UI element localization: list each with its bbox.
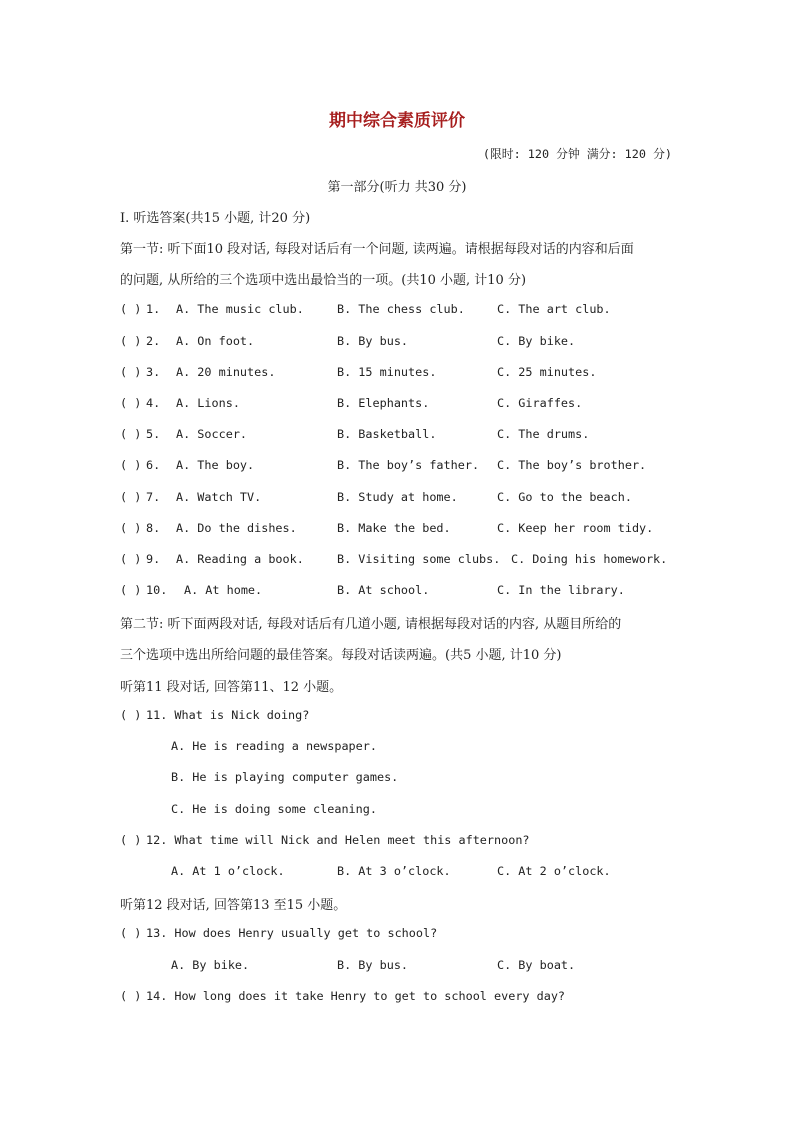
option-a: A. 20 minutes. xyxy=(176,365,276,379)
question-number: 3. xyxy=(146,365,161,379)
option-a: A. Soccer. xyxy=(176,427,248,441)
question-5 xyxy=(120,427,680,447)
option-c: C. He is doing some cleaning. xyxy=(171,802,377,816)
answer-blank[interactable]: ( ) xyxy=(120,552,142,566)
option-a: A. The music club. xyxy=(176,302,304,316)
question-number: 8. xyxy=(146,521,161,535)
question-number: 2. xyxy=(146,334,161,348)
option-c: C. Giraffes. xyxy=(497,396,583,410)
answer-blank[interactable]: ( ) xyxy=(120,833,142,847)
option-b: B. He is playing computer games. xyxy=(171,770,399,784)
option-a: A. Reading a book. xyxy=(176,552,304,566)
answer-blank[interactable]: ( ) xyxy=(120,708,142,722)
question-number: 5. xyxy=(146,427,161,441)
question-11 xyxy=(120,708,680,728)
option-c: C. Keep her room tidy. xyxy=(497,521,654,535)
question-1 xyxy=(120,302,680,322)
answer-blank[interactable]: ( ) xyxy=(120,302,142,316)
option-c: C. The drums. xyxy=(497,427,590,441)
option-a: A. Lions. xyxy=(176,396,240,410)
option-c: C. 25 minutes. xyxy=(497,365,597,379)
question-6 xyxy=(120,458,680,478)
answer-blank[interactable]: ( ) xyxy=(120,490,142,504)
question-12 xyxy=(120,833,680,853)
dialog-12-intro: 听第12 段对话, 回答第13 至15 小题。 xyxy=(120,898,347,913)
option-b: B. 15 minutes. xyxy=(337,365,437,379)
option-b: B. At school. xyxy=(337,583,430,597)
option-c: C. At 2 o’clock. xyxy=(497,864,611,878)
question-number: 6. xyxy=(146,458,161,472)
option-c: C. By bike. xyxy=(497,334,576,348)
option-a: A. On foot. xyxy=(176,334,255,348)
option-b: B. The chess club. xyxy=(337,302,465,316)
question-13-options xyxy=(120,958,680,978)
option-a: A. By bike. xyxy=(171,958,250,972)
option-b: B. By bus. xyxy=(337,958,409,972)
question-7 xyxy=(120,490,680,510)
answer-blank[interactable]: ( ) xyxy=(120,521,142,535)
option-c: C. In the library. xyxy=(497,583,625,597)
part2-intro-line-1: 第二节: 听下面两段对话, 每段对话后有几道小题, 请根据每段对话的内容, 从题目所给的 xyxy=(120,617,622,632)
option-c: C. Go to the beach. xyxy=(497,490,632,504)
option-a: A. Do the dishes. xyxy=(176,521,297,535)
option-c: C. By boat. xyxy=(497,958,576,972)
option-a: A. He is reading a newspaper. xyxy=(171,739,377,753)
section-intro-line-1: 第一节: 听下面10 段对话, 每段对话后有一个问题, 读两遍。请根据每段对话的内容和后面 xyxy=(120,242,634,257)
answer-blank[interactable]: ( ) xyxy=(120,334,142,348)
question-text: 11. What is Nick doing? xyxy=(146,708,310,722)
question-8 xyxy=(120,521,680,541)
option-b: B. Elephants. xyxy=(337,396,430,410)
question-number: 1. xyxy=(146,302,161,316)
option-b: B. Visiting some clubs. xyxy=(337,552,501,566)
question-number: 10. xyxy=(146,583,168,597)
answer-blank[interactable]: ( ) xyxy=(120,583,142,597)
question-4 xyxy=(120,396,680,416)
question-text: 12. What time will Nick and Helen meet this afternoon? xyxy=(146,833,530,847)
option-c: C. Doing his homework. xyxy=(511,552,668,566)
option-b: B. At 3 o’clock. xyxy=(337,864,451,878)
section-intro-line-2: 的问题, 从所给的三个选项中选出最恰当的一项。(共10 小题, 计10 分) xyxy=(120,273,527,288)
question-2 xyxy=(120,334,680,354)
question-number: 7. xyxy=(146,490,161,504)
option-a: A. The boy. xyxy=(176,458,255,472)
answer-blank[interactable]: ( ) xyxy=(120,926,142,940)
time-limit: (限时: 120 分钟 满分: 120 分) xyxy=(482,147,672,161)
option-b: B. Study at home. xyxy=(337,490,458,504)
question-14 xyxy=(120,989,680,1009)
option-b: B. The boy’s father. xyxy=(337,458,480,472)
question-number: 9. xyxy=(146,552,161,566)
question-text: 13. How does Henry usually get to school? xyxy=(146,926,438,940)
question-number: 4. xyxy=(146,396,161,410)
question-9 xyxy=(120,552,680,572)
answer-blank[interactable]: ( ) xyxy=(120,427,142,441)
answer-blank[interactable]: ( ) xyxy=(120,458,142,472)
option-b: B. Make the bed. xyxy=(337,521,451,535)
option-a: A. At home. xyxy=(184,583,263,597)
answer-blank[interactable]: ( ) xyxy=(120,989,142,1003)
part-title: 第一部分(听力 共30 分) xyxy=(327,180,467,195)
question-text: 14. How long does it take Henry to get to school every day? xyxy=(146,989,566,1003)
part2-intro-line-2: 三个选项中选出所给问题的最佳答案。每段对话读两遍。(共5 小题, 计10 分) xyxy=(120,648,562,663)
answer-blank[interactable]: ( ) xyxy=(120,396,142,410)
question-10 xyxy=(120,583,680,603)
option-a: A. At 1 o’clock. xyxy=(171,864,285,878)
option-c: C. The art club. xyxy=(497,302,611,316)
section-heading: I. 听选答案(共15 小题, 计20 分) xyxy=(120,211,311,226)
question-12-options xyxy=(120,864,680,884)
option-b: B. By bus. xyxy=(337,334,409,348)
question-13 xyxy=(120,926,680,946)
dialog-11-intro: 听第11 段对话, 回答第11、12 小题。 xyxy=(120,680,343,695)
option-c: C. The boy’s brother. xyxy=(497,458,647,472)
question-3 xyxy=(120,365,680,385)
page-title: 期中综合素质评价 xyxy=(329,111,465,131)
option-b: B. Basketball. xyxy=(337,427,437,441)
answer-blank[interactable]: ( ) xyxy=(120,365,142,379)
option-a: A. Watch TV. xyxy=(176,490,262,504)
